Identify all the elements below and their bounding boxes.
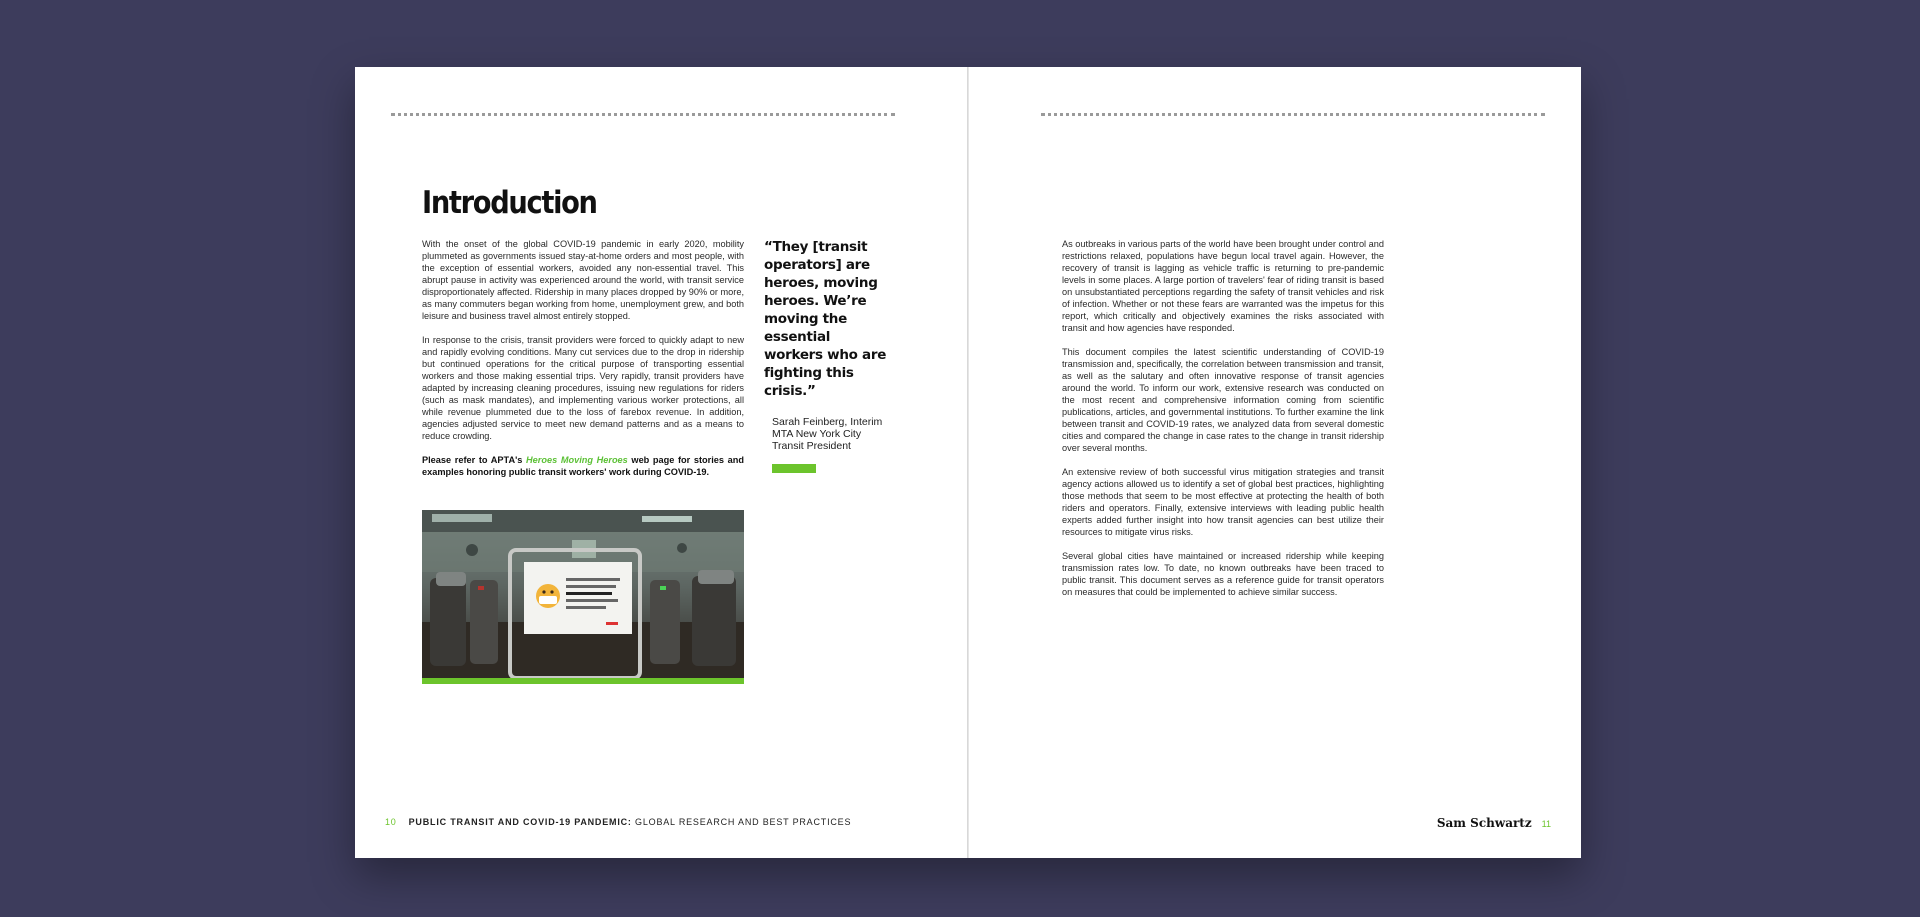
pull-quote	[764, 238, 892, 473]
page-title: Introduction	[422, 185, 597, 221]
quote-attribution: Sarah Feinberg, Interim MTA New York City Transit President	[772, 416, 883, 452]
paragraph: This document compiles the latest scientific understanding of COVID-19 transmission and, specifically, the correlation between transmission and transit, as well as the salutary and often innovative response of transit agencies around the world. To inform our work, extensive research was conducted on the most recent and comprehensive information coming from scientific publications, articles, and governmental institutions. To further examine the link between transit and COVID-19 rates, we analyzed data from several domestic cities and compared the change in case rates to the change in transit ridership over several months.	[1062, 347, 1384, 453]
refer-text-after: web page for stories and examples honoring public transit workers' work during COVID-19.	[422, 455, 744, 477]
right-footer	[1437, 814, 1551, 832]
paragraph: With the onset of the global COVID-19 pandemic in early 2020, mobility plummeted as governments issued stay-at-home orders and most people, with the exception of essential workers, avoided any non-essential travel. This abrupt pause in activity was experienced around the world, with transit service disproportionately affected. Ridership in many places dropped by 90% or more, as many commuters began working from home, unemployment grew, and both leisure and business travel almost entirely stopped.	[422, 239, 744, 321]
running-title-rest: GLOBAL RESEARCH AND BEST PRACTICES	[631, 817, 852, 827]
left-page	[355, 67, 967, 858]
subway-turnstile-photo	[422, 510, 744, 678]
refer-text-before: Please refer to APTA's	[422, 455, 527, 465]
paragraph: In response to the crisis, transit providers were forced to quickly adapt to new and rapidly evolving conditions. Many cut services due to the drop in ridership but continued operations for the critical purpose of transporting essential workers and those making essential trips. Very rapidly, transit providers have adapted by increasing cleaning procedures, issuing new regulations for riders (such as mask mandates), and implementing various worker protections, all while revenue plummeted due to the loss of farebox revenue. In addition, agencies adjusted service to meet new demand patterns and as a means to reduce crowding.	[422, 335, 744, 441]
page-number: 10	[385, 817, 397, 827]
paragraph: As outbreaks in various parts of the world have been brought under control and restrictions relaxed, populations have begun local travel again. However, the recovery of transit is lagging as vehicle traffic is returning to pre-pandemic levels in some places. A large portion of travelers' fear of riding transit is based on unsubstantiated perceptions regarding the safety of transit vehicles and risk of infection. Whether or not these fears are warranted was the impetus for this report, which critically and objectively examines the risks associated with transit and how agencies have responded.	[1062, 239, 1384, 333]
left-footer	[385, 817, 851, 827]
running-title-bold: PUBLIC TRANSIT AND COVID-19 PANDEMIC:	[408, 817, 632, 827]
right-page	[969, 67, 1581, 858]
right-body-text	[1062, 238, 1384, 610]
photo-accent-bar	[422, 678, 744, 684]
page-number: 11	[1541, 819, 1551, 829]
top-dotted-rule	[1041, 113, 1545, 116]
left-body-text	[422, 238, 744, 490]
book-spread	[355, 67, 1581, 858]
quote-text: “They [transit operators] are heroes, moving heroes. We’re moving the essential workers who are fighting this crisis.”	[764, 239, 887, 399]
paragraph: Several global cities have maintained or increased ridership while keeping transmission rates low. To date, no known outbreaks have been traced to public transit. This document serves as a reference guide for transit operators on measures that could be implemented to achieve similar success.	[1062, 551, 1384, 597]
quote-accent-bar	[772, 464, 816, 473]
paragraph: An extensive review of both successful virus mitigation strategies and transit agency actions allowed us to identify a set of global best practices, highlighting those methods that seem to be most effective at protecting the health of both riders and operators. Finally, extensive interviews with leading public health experts added further insight into how transit agencies can best utilize their resources to mitigate virus risks.	[1062, 467, 1384, 537]
heroes-moving-heroes-link[interactable]: Heroes Moving Heroes	[526, 455, 628, 465]
refer-note	[422, 454, 744, 478]
brand-logo: Sam Schwartz	[1436, 816, 1532, 830]
top-dotted-rule	[391, 113, 895, 116]
